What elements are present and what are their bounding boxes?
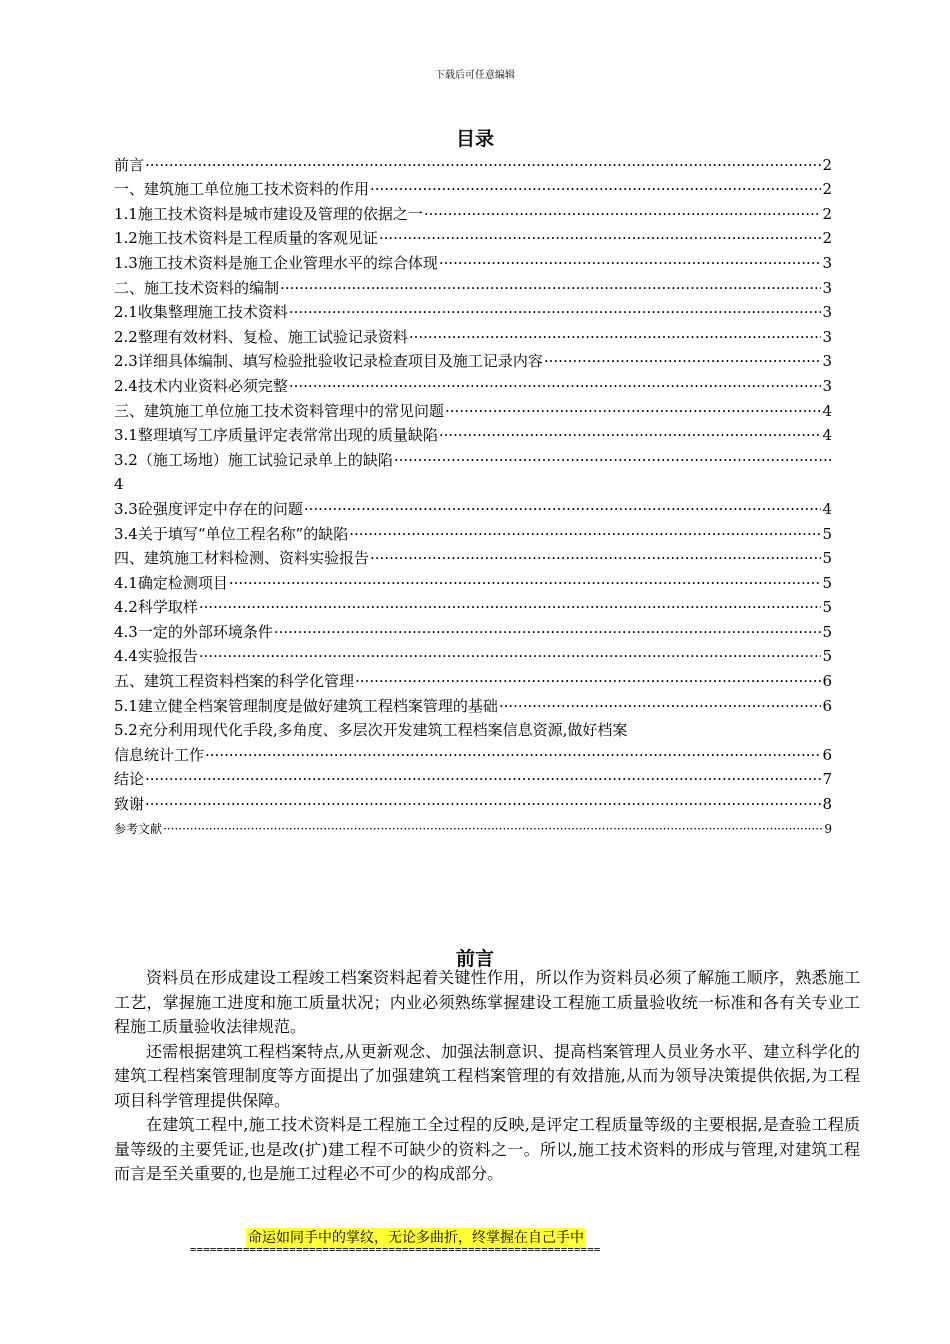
toc-entry	[114, 349, 832, 374]
toc-leader-dots	[424, 202, 822, 226]
toc-entry-page: 3	[822, 376, 832, 395]
preface-title: 前言	[455, 948, 494, 970]
toc-entry	[114, 570, 832, 595]
toc-entry-page: 4	[822, 426, 832, 445]
toc-leader-dots	[199, 644, 822, 668]
toc-entry-title: 4.3一定的外部环境条件	[114, 622, 273, 641]
toc-leader-dots	[499, 694, 822, 718]
toc-leader-dots	[439, 251, 822, 275]
toc-entry-title: 1.1施工技术资料是城市建设及管理的依据之一	[114, 204, 423, 223]
toc-entry	[114, 300, 832, 325]
toc-entry-title: 5.1建立健全档案管理制度是做好建筑工程档案管理的基础	[114, 696, 498, 715]
toc-entry-title: 参考文献	[114, 821, 163, 836]
toc-entry-title: 信息统计工作	[114, 745, 205, 764]
toc-entry	[114, 423, 832, 448]
page-header-note: 下载后可任意编辑	[435, 70, 515, 81]
footer-banner: 命运如同手中的掌纹，无论多曲折，终掌握在自己手中	[248, 1230, 584, 1246]
toc-leader-dots	[280, 276, 821, 300]
toc-entry-page: 6	[822, 745, 832, 764]
toc-leader-dots	[544, 349, 822, 373]
toc-entry	[114, 496, 832, 521]
toc-entry-page: 3	[822, 352, 832, 371]
toc-leader-dots	[370, 546, 821, 570]
toc-entry: 4	[114, 474, 124, 493]
toc-entry	[114, 595, 832, 620]
toc-entry	[114, 742, 832, 767]
toc-leader-dots	[229, 571, 822, 595]
toc-entry-title: 前言	[114, 155, 145, 174]
toc-entry	[114, 668, 832, 693]
toc-entry-page: 5	[822, 647, 832, 666]
toc-leader-dots	[145, 792, 821, 816]
preface-paragraph: 资料员在形成建设工程竣工档案资料起着关键性作用，所以作为资料员必须了解施工顺序，熟悉施工工艺，掌握施工进度和施工质量状况；内业必须熟练掌握建设工程施工质量验收统一标准和各有关专业工程施工质量验收法律规范。	[114, 968, 860, 1036]
toc-leader-dots	[145, 153, 821, 177]
toc-entry-page: 5	[822, 622, 832, 641]
toc-entry-page: 4	[822, 499, 832, 518]
toc-leader-dots	[355, 669, 821, 693]
toc-entry	[114, 324, 832, 349]
toc-entry	[114, 767, 832, 792]
toc-leader-dots	[349, 522, 821, 546]
toc-entry	[114, 275, 832, 300]
footer-rule: ==============================================================	[190, 1244, 601, 1256]
toc-leader-dots	[274, 620, 822, 644]
toc-entry-page: 5	[822, 524, 832, 543]
toc-entry	[114, 816, 832, 841]
toc-entry-page: 8	[822, 795, 832, 814]
toc-entry	[114, 644, 832, 669]
toc-title: 目录	[455, 128, 494, 150]
preface-paragraph: 在建筑工程中,施工技术资料是工程施工全过程的反映,是评定工程质量等级的主要根据,是查验工程质量等级的主要凭证,也是改(扩)建工程不可缺少的资料之一。所以,施工技术资料的形成与管理,对建筑工程而言是至关重要的,也是施工过程必不可少的构成部分。	[114, 1115, 860, 1183]
toc-entry	[114, 152, 832, 177]
toc-entry-title: 3.1整理填写工序质量评定表常常出现的质量缺陷	[114, 426, 438, 445]
toc-entry-title: 四、建筑施工材料检测、资料实验报告	[114, 549, 370, 568]
toc-entry	[114, 201, 832, 226]
toc-entry-title: 二、施工技术资料的编制	[114, 278, 280, 297]
toc-entry-title: 结论	[114, 770, 145, 789]
toc-entry-page: 2	[822, 204, 832, 223]
toc-entry-page: 6	[822, 672, 832, 691]
toc-leader-dots	[289, 374, 822, 398]
toc-leader-dots	[289, 300, 822, 324]
toc-entry	[114, 693, 832, 718]
toc-leader-dots	[409, 325, 822, 349]
toc-entry-page: 6	[822, 696, 832, 715]
toc-entry-page: 9	[824, 821, 832, 836]
toc-leader-dots	[445, 399, 821, 423]
toc-entry-page: 7	[822, 770, 832, 789]
toc-leader-dots	[163, 817, 823, 841]
toc-entry-title: 致谢	[114, 795, 145, 814]
toc-entry-title: 3.2（施工场地）施工试验记录单上的缺陷	[114, 450, 393, 469]
toc-entry-page: 2	[822, 180, 832, 199]
toc-leader-dots	[394, 448, 831, 472]
toc-entry-page: 3	[822, 303, 832, 322]
toc-entry-title: 2.2整理有效材料、复检、施工试验记录资料	[114, 327, 408, 346]
preface-body	[114, 966, 860, 1187]
toc-entry	[114, 521, 832, 546]
toc-entry-title: 一、建筑施工单位施工技术资料的作用	[114, 180, 370, 199]
toc-leader-dots	[304, 497, 822, 521]
toc-leader-dots	[370, 177, 821, 201]
toc-entry	[114, 619, 832, 644]
toc-entry-page: 4	[822, 401, 832, 420]
toc-entry	[114, 791, 832, 816]
toc-entry-title: 五、建筑工程资料档案的科学化管理	[114, 672, 355, 691]
table-of-contents	[114, 152, 832, 841]
preface-paragraph: 还需根据建筑工程档案特点,从更新观念、加强法制意识、提高档案管理人员业务水平、建立科学化的建筑工程档案管理制度等方面提出了加强建筑工程档案管理的有效措施,从而为领导决策提供依据,为工程项目科学管理提供保障。	[114, 1041, 860, 1110]
toc-leader-dots	[205, 743, 821, 767]
toc-entry-title: 2.3详细具体编制、填写检验批验收记录检查项目及施工记录内容	[114, 352, 543, 371]
toc-entry	[114, 250, 832, 275]
toc-entry-page: 3	[822, 278, 832, 297]
toc-entry-page: 3	[822, 253, 832, 272]
toc-leader-dots	[379, 226, 822, 250]
toc-entry-title: 1.3施工技术资料是施工企业管理水平的综合体现	[114, 253, 438, 272]
toc-leader-dots	[439, 423, 822, 447]
toc-entry: 5.2充分利用现代化手段,多角度、多层次开发建筑工程档案信息资源,做好档案	[114, 720, 628, 739]
toc-entry-title: 1.2施工技术资料是工程质量的客观见证	[114, 229, 378, 248]
toc-entry	[114, 447, 832, 472]
toc-entry-title: 三、建筑施工单位施工技术资料管理中的常见问题	[114, 401, 445, 420]
toc-entry	[114, 226, 832, 251]
toc-entry	[114, 373, 832, 398]
toc-entry-page: 3	[822, 327, 832, 346]
toc-entry-title: 3.3砼强度评定中存在的问题	[114, 499, 303, 518]
toc-entry-page: 5	[822, 573, 832, 592]
toc-entry-page: 2	[822, 155, 832, 174]
toc-entry-page: 5	[822, 549, 832, 568]
toc-leader-dots	[199, 595, 822, 619]
toc-entry	[114, 546, 832, 571]
toc-entry-title: 3.4关于填写“单位工程名称”的缺陷	[114, 524, 349, 543]
toc-entry-title: 4.4实验报告	[114, 647, 198, 666]
toc-entry-title: 4.1确定检测项目	[114, 573, 228, 592]
toc-entry	[114, 398, 832, 423]
toc-entry-title: 2.1收集整理施工技术资料	[114, 303, 288, 322]
toc-entry-page: 2	[822, 229, 832, 248]
toc-entry-title: 4.2科学取样	[114, 598, 198, 617]
toc-leader-dots	[145, 767, 821, 791]
toc-entry	[114, 177, 832, 202]
toc-entry-page: 5	[822, 598, 832, 617]
toc-entry-title: 2.4技术内业资料必须完整	[114, 376, 288, 395]
